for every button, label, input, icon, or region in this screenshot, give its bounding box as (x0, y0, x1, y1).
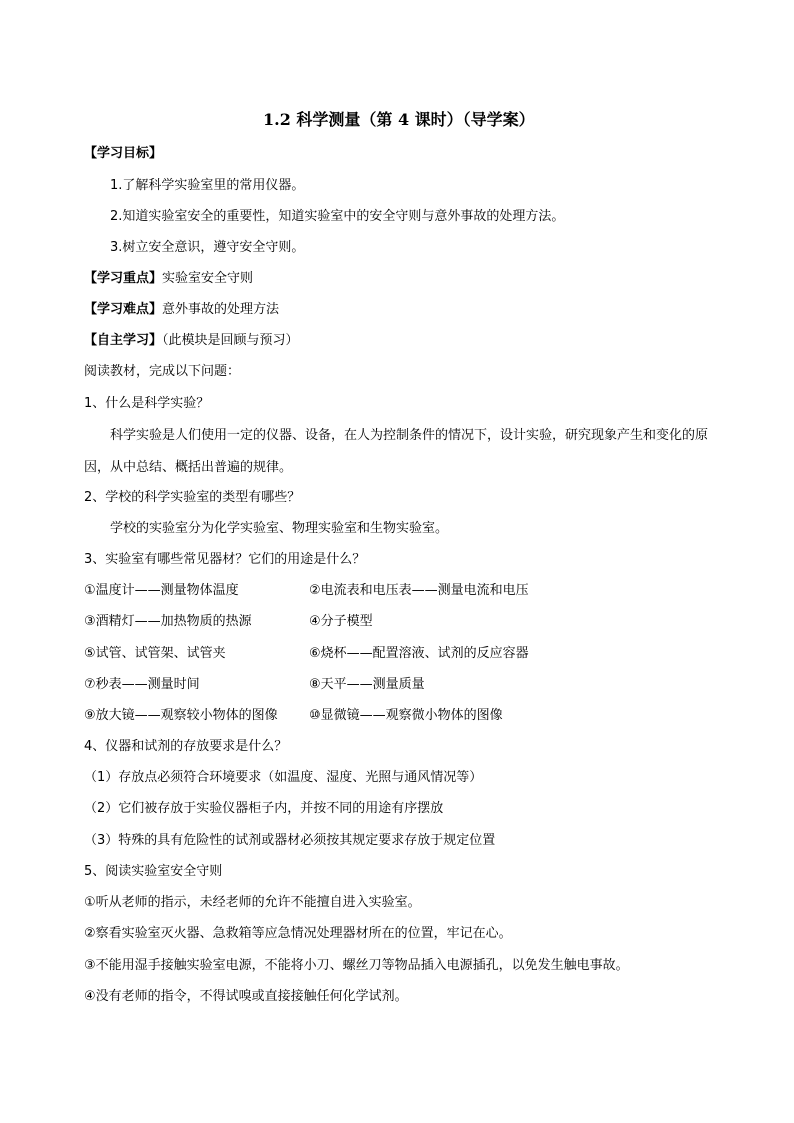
safety-rule: ②察看实验室灭火器、急救箱等应急情况处理器材所在的位置，牢记在心。 (84, 926, 512, 941)
question-1: 1、什么是科学实验？ (84, 396, 210, 411)
storage-item: （3）特殊的具有危险性的试剂或器材必须按其规定要求存放于规定位置 (84, 833, 496, 848)
equipment-item: ①温度计——测量物体温度 (84, 583, 239, 598)
intro-text: 阅读教材，完成以下问题： (84, 364, 241, 379)
safety-rule: ④没有老师的指令，不得试嗅或直接接触任何化学试剂。 (84, 989, 408, 1004)
equipment-item: ⑥烧杯——配置溶液、试剂的反应容器 (309, 646, 529, 661)
question-5: 5、阅读实验室安全守则 (84, 864, 223, 879)
objectives-heading: 【学习目标】 (84, 146, 163, 161)
difficulty-label: 【学习难点】 (84, 302, 163, 317)
difficulty-line (84, 301, 279, 319)
storage-item: （2）它们被存放于实验仪器柜子内，并按不同的用途有序摆放 (84, 801, 444, 816)
key-point-label: 【学习重点】 (84, 271, 163, 286)
question-2: 2、学校的科学实验室的类型有哪些？ (84, 490, 301, 505)
question-3: 3、实验室有哪些常见器材？它们的用途是什么？ (84, 552, 366, 567)
safety-rule: ③不能用湿手接触实验室电源，不能将小刀、螺丝刀等物品插入电源插孔，以免发生触电事故。 (84, 958, 629, 973)
safety-rule: ①听从老师的指示，未经老师的允许不能擅自进入实验室。 (84, 895, 421, 910)
objective-item: 1.了解科学实验室里的常用仪器。 (110, 178, 305, 193)
equipment-item: ④分子模型 (309, 614, 373, 629)
difficulty-text: 意外事故的处理方法 (162, 302, 280, 317)
equipment-item: ⑤试管、试管架、试管夹 (84, 646, 226, 661)
equipment-item: ⑩显微镜——观察微小物体的图像 (309, 708, 503, 723)
self-study-text: （此模块是回顾与预习） (162, 333, 299, 348)
self-study-line (84, 332, 299, 350)
equipment-item: ⑨放大镜——观察较小物体的图像 (84, 708, 278, 723)
question-4: 4、仪器和试剂的存放要求是什么？ (84, 739, 288, 754)
answer-1: 科学实验是人们使用一定的仪器、设备，在人为控制条件的情况下，设计实验，研究现象产生和变化的原因，从中总结、概括出普遍的规律。 (84, 428, 709, 475)
objective-item: 3.树立安全意识，遵守安全守则。 (110, 240, 305, 255)
self-study-label: 【自主学习】 (84, 333, 163, 348)
storage-item: （1）存放点必须符合环境要求（如温度、湿度、光照与通风情况等） (84, 770, 483, 785)
key-point-text: 实验室安全守则 (162, 271, 254, 286)
equipment-item: ⑦秒表——测量时间 (84, 677, 200, 692)
page-title: 1.2 科学测量（第 4 课时）（导学案） (263, 110, 535, 129)
equipment-item: ③酒精灯——加热物质的热源 (84, 614, 252, 629)
equipment-item: ②电流表和电压表——测量电流和电压 (309, 583, 529, 598)
equipment-item: ⑧天平——测量质量 (309, 677, 425, 692)
key-point-line (84, 270, 253, 288)
objective-item: 2.知道实验室安全的重要性，知道实验室中的安全守则与意外事故的处理方法。 (110, 209, 565, 224)
answer-2: 学校的实验室分为化学实验室、物理实验室和生物实验室。 (110, 521, 449, 536)
